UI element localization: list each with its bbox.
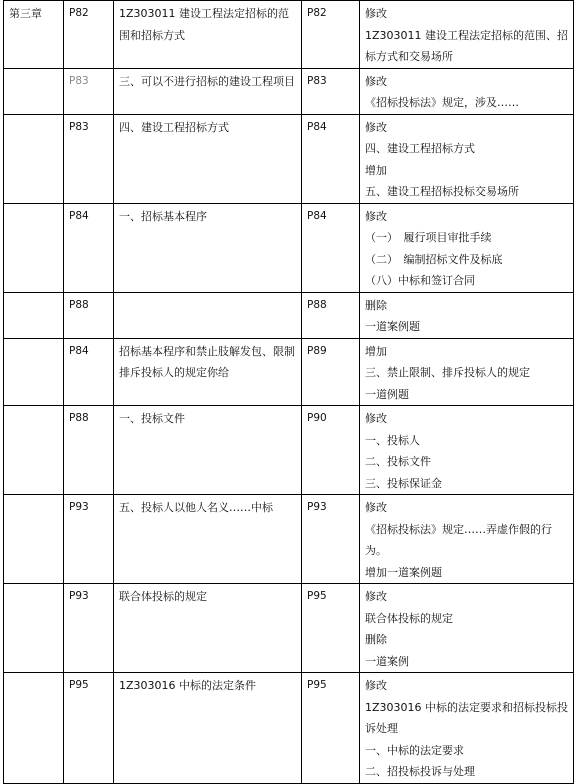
change-line: 一道案例 bbox=[365, 654, 409, 668]
old-content-cell: 一、招标基本程序 bbox=[114, 203, 302, 292]
change-line: 1Z303016 中标的法定要求和招标投标投诉处理 bbox=[365, 700, 569, 735]
old-content-cell: 一、投标文件 bbox=[114, 406, 302, 495]
change-cell bbox=[360, 68, 574, 114]
change-line: 修改 bbox=[365, 501, 387, 514]
change-line: 一道例题 bbox=[365, 387, 409, 401]
change-line: 联合体投标的规定 bbox=[365, 611, 453, 625]
chapter-cell bbox=[4, 495, 64, 584]
change-line: 二、招投标投诉与处理 bbox=[365, 765, 475, 778]
old-page-cell: P88 bbox=[64, 406, 114, 495]
chapter-cell: 第三章 bbox=[4, 1, 64, 69]
chapter-cell bbox=[4, 203, 64, 292]
change-line: 删除 bbox=[365, 633, 387, 646]
chapter-cell bbox=[4, 292, 64, 338]
table-row bbox=[4, 1, 574, 69]
change-line: （二） 编制招标文件及标底 bbox=[365, 252, 503, 266]
table-row bbox=[4, 673, 574, 784]
old-page-cell: P83 bbox=[64, 114, 114, 203]
change-line: 修改 bbox=[365, 120, 387, 134]
table-row bbox=[4, 406, 574, 495]
change-cell bbox=[360, 584, 574, 673]
chapter-cell bbox=[4, 68, 64, 114]
change-line: 一、投标人 bbox=[365, 433, 420, 447]
change-line: 五、建设工程招标投标交易场所 bbox=[365, 185, 519, 198]
new-page-cell: P83 bbox=[302, 68, 360, 114]
change-line: 修改 bbox=[365, 209, 387, 223]
change-line: 二、投标文件 bbox=[365, 455, 431, 468]
change-line: 《招标投标法》规定……弄虚作假的行为。 bbox=[365, 522, 552, 557]
change-cell bbox=[360, 1, 574, 69]
new-page-cell: P82 bbox=[302, 1, 360, 69]
table-row bbox=[4, 338, 574, 406]
change-cell bbox=[360, 406, 574, 495]
chapter-cell bbox=[4, 114, 64, 203]
new-page-cell: P89 bbox=[302, 338, 360, 406]
old-page-cell: P93 bbox=[64, 584, 114, 673]
change-line: 《招标投标法》规定，涉及…… bbox=[365, 96, 519, 109]
new-page-cell: P95 bbox=[302, 673, 360, 784]
chapter-cell bbox=[4, 338, 64, 406]
change-line: 删除 bbox=[365, 298, 387, 312]
table-row bbox=[4, 68, 574, 114]
old-page-cell: P88 bbox=[64, 292, 114, 338]
new-page-cell: P95 bbox=[302, 584, 360, 673]
old-content-cell: 1Z303016 中标的法定条件 bbox=[114, 673, 302, 784]
old-content-cell: 五、投标人以他人名义……中标 bbox=[114, 495, 302, 584]
old-page-cell: P93 bbox=[64, 495, 114, 584]
old-page-cell: P84 bbox=[64, 203, 114, 292]
old-page-cell: P84 bbox=[64, 338, 114, 406]
chapter-cell bbox=[4, 584, 64, 673]
change-line: 一、中标的法定要求 bbox=[365, 743, 464, 757]
change-line: 1Z303011 建设工程法定招标的范围、招标方式和交易场所 bbox=[365, 28, 569, 63]
new-page-cell: P90 bbox=[302, 406, 360, 495]
change-line: 增加 bbox=[365, 163, 387, 177]
old-content-cell: 三、可以不进行招标的建设工程项目 bbox=[114, 68, 302, 114]
old-page-cell: P82 bbox=[64, 1, 114, 69]
change-cell bbox=[360, 495, 574, 584]
change-line: （八）中标和签订合同 bbox=[365, 274, 475, 287]
change-cell bbox=[360, 292, 574, 338]
old-page-cell: P83 bbox=[64, 68, 114, 114]
new-page-cell: P88 bbox=[302, 292, 360, 338]
change-line: 修改 bbox=[365, 74, 387, 88]
chapter-cell bbox=[4, 406, 64, 495]
old-content-cell: 四、建设工程招标方式 bbox=[114, 114, 302, 203]
change-cell bbox=[360, 673, 574, 784]
change-line: 增加 bbox=[365, 344, 387, 358]
table-row bbox=[4, 584, 574, 673]
chapter-cell bbox=[4, 673, 64, 784]
old-content-cell: 1Z303011 建设工程法定招标的范围和招标方式 bbox=[114, 1, 302, 69]
change-line: 修改 bbox=[365, 590, 387, 603]
table-row bbox=[4, 495, 574, 584]
old-content-cell bbox=[114, 292, 302, 338]
change-line: 修改 bbox=[365, 412, 387, 425]
new-page-cell: P84 bbox=[302, 114, 360, 203]
change-cell bbox=[360, 203, 574, 292]
old-page-cell: P95 bbox=[64, 673, 114, 784]
change-line: 修改 bbox=[365, 7, 387, 20]
change-line: 三、投标保证金 bbox=[365, 476, 442, 490]
change-line: 三、禁止限制、排斥投标人的规定 bbox=[365, 366, 530, 379]
change-line: 四、建设工程招标方式 bbox=[365, 142, 475, 155]
change-line: 修改 bbox=[365, 679, 387, 692]
new-page-cell: P84 bbox=[302, 203, 360, 292]
change-cell bbox=[360, 114, 574, 203]
revision-table bbox=[3, 0, 574, 784]
table-row bbox=[4, 292, 574, 338]
new-page-cell: P93 bbox=[302, 495, 360, 584]
change-line: 增加一道案例题 bbox=[365, 565, 442, 579]
table-row bbox=[4, 114, 574, 203]
change-line: （一） 履行项目审批手续 bbox=[365, 231, 492, 244]
old-content-cell: 联合体投标的规定 bbox=[114, 584, 302, 673]
old-content-cell: 招标基本程序和禁止肢解发包、限制排斥投标人的规定你给 bbox=[114, 338, 302, 406]
change-line: 一道案例题 bbox=[365, 320, 420, 333]
change-cell bbox=[360, 338, 574, 406]
table-row bbox=[4, 203, 574, 292]
